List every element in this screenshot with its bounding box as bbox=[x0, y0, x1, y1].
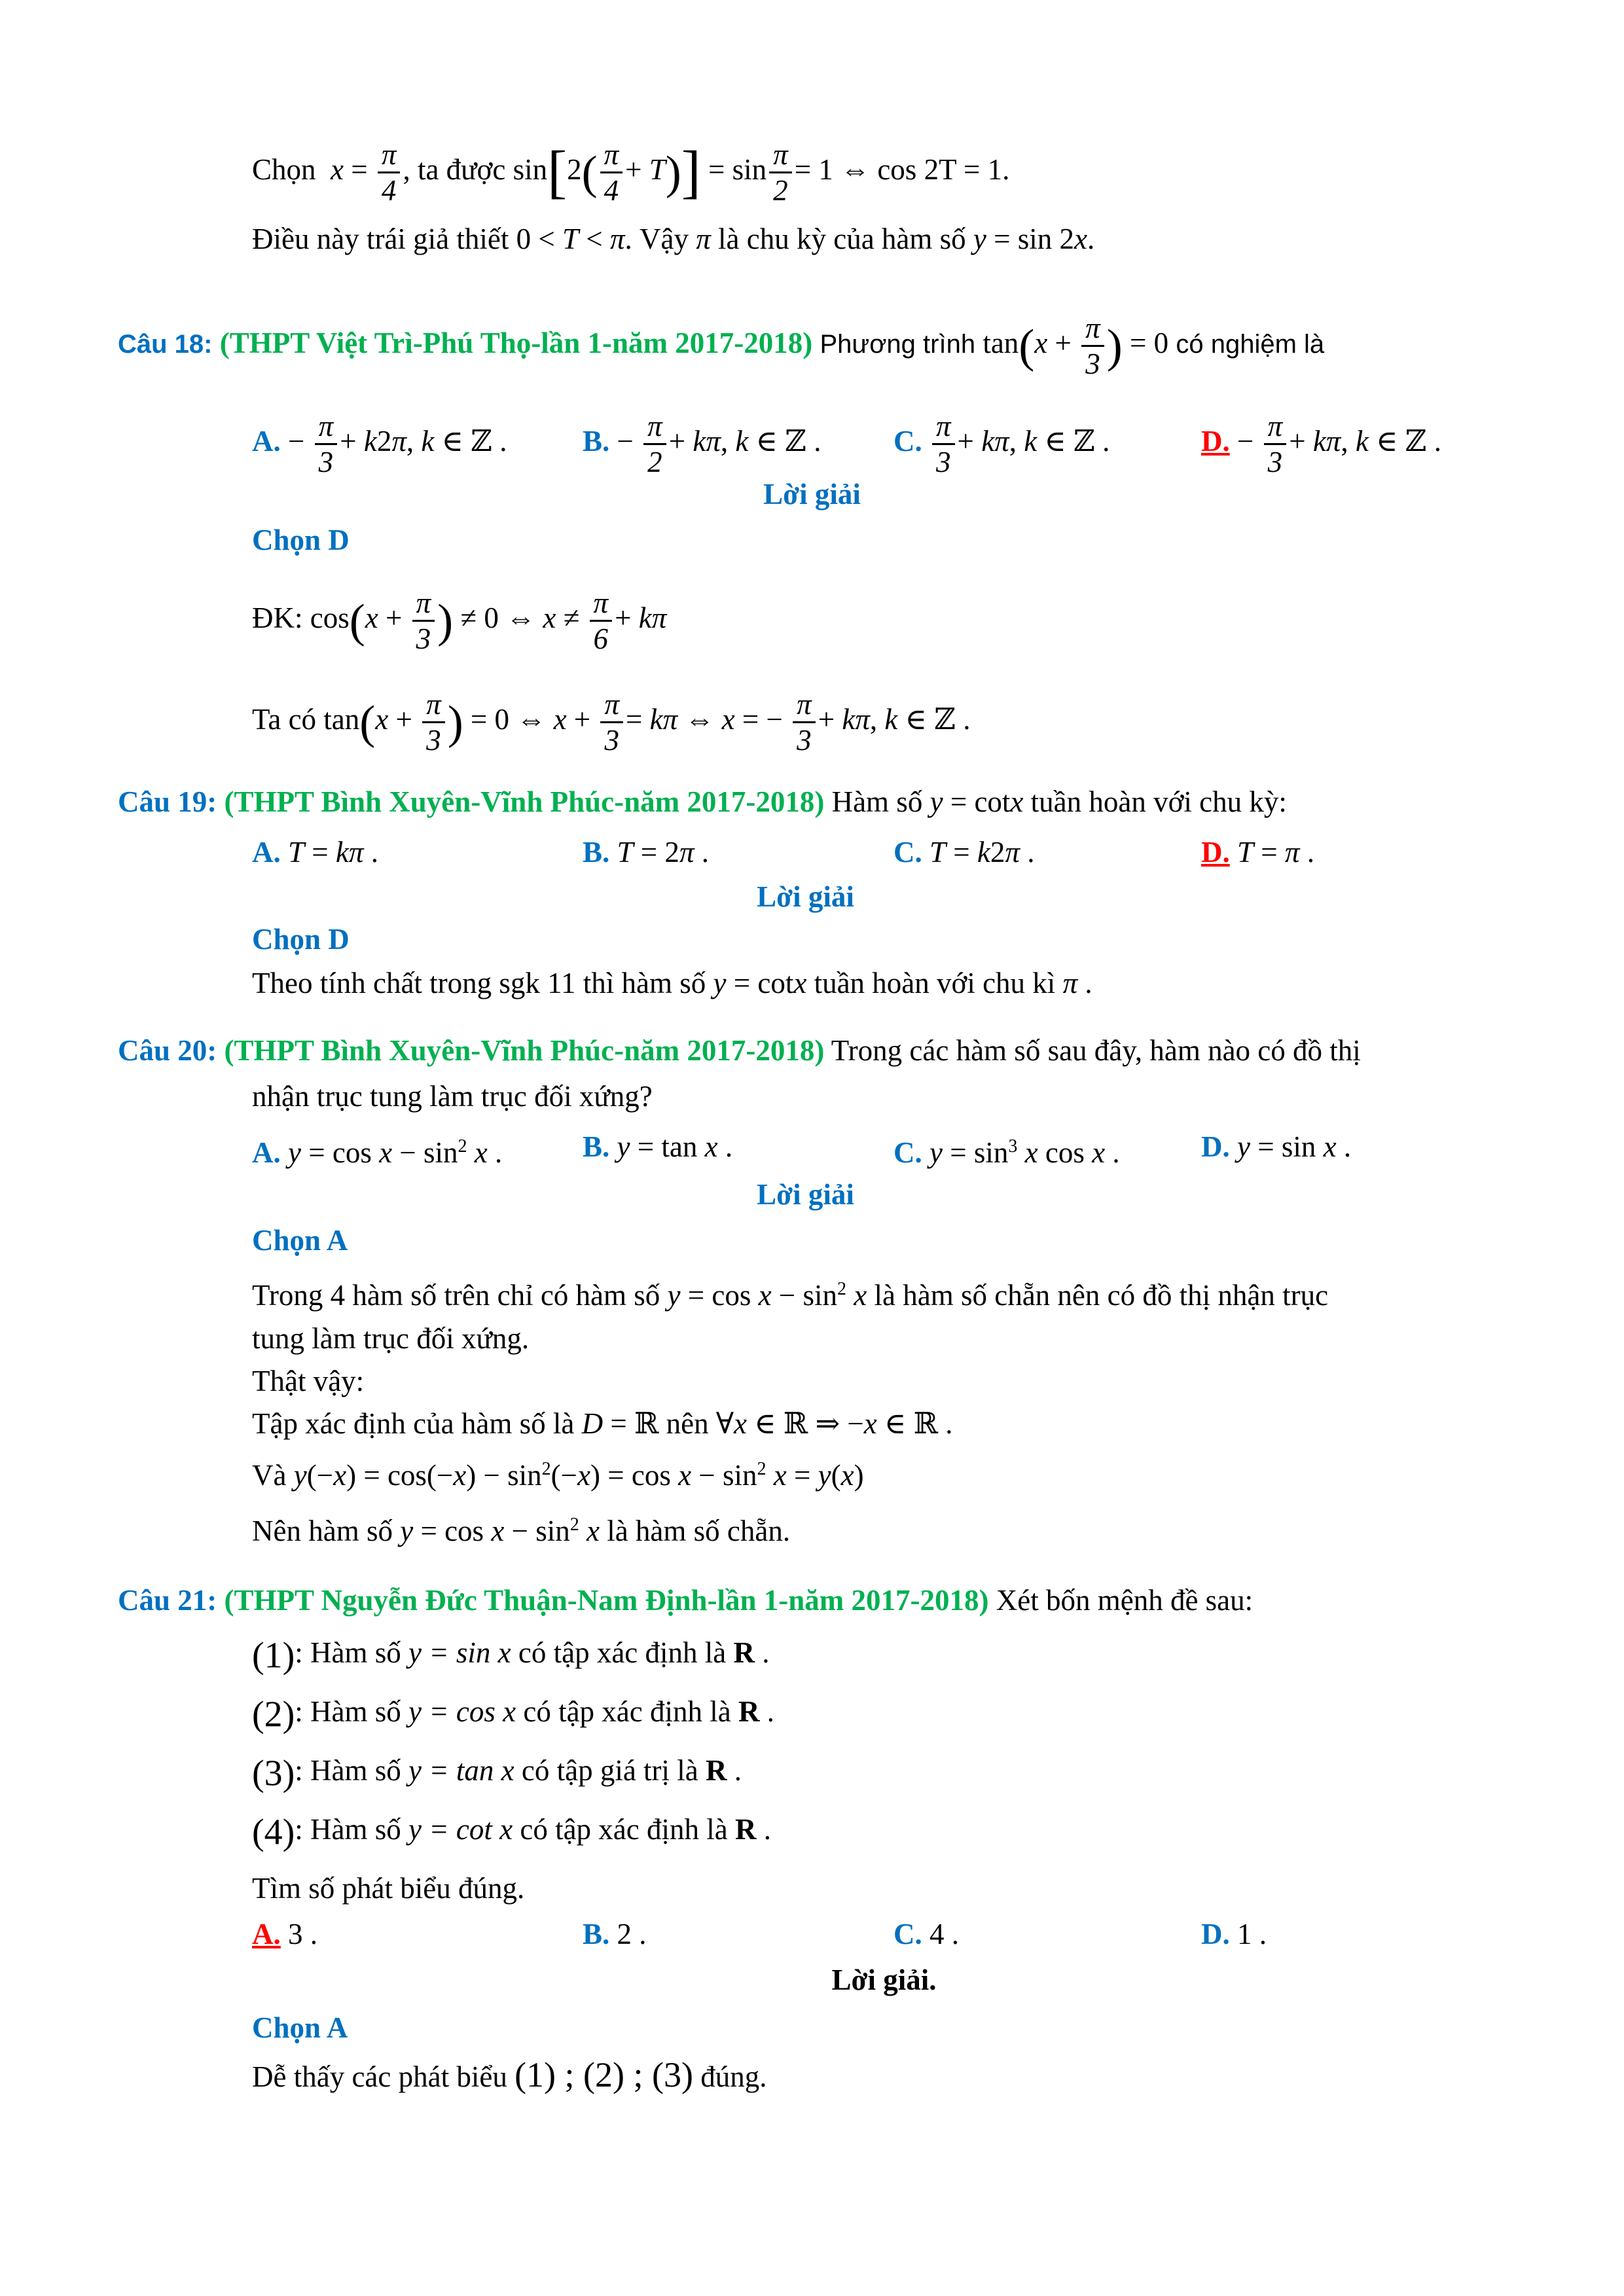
question-20-solution-heading: Lời giải bbox=[757, 1178, 854, 1211]
question-21-statement-4: (4): Hàm số y = cot x có tập xác định là R . bbox=[252, 1812, 771, 1853]
question-20-explanation-2: tung làm trục đối xứng. bbox=[252, 1322, 530, 1355]
question-19-header: Câu 19: (THPT Bình Xuyên-Vĩnh Phúc-năm 2017-2018) Hàm số y = cotx tuần hoàn với chu kỳ: bbox=[118, 785, 1287, 818]
question-21-statement-2: (2): Hàm số y = cos x có tập xác định là R . bbox=[252, 1694, 774, 1735]
question-19-choice: Chọn D bbox=[252, 923, 350, 956]
top-line-1: Chọn x = $\frac{\pi}{4}$ , ta được sin[2( $\frac{\pi}{4}$ + T)] = sin $\frac{\pi}{2}$ = 1 ⇔ cos 2T = 1. bbox=[252, 138, 1010, 207]
question-20-explanation-6: Nên hàm số $y = \cos x - \sin^2 x$ là hàm số chẵn. bbox=[252, 1515, 791, 1547]
question-18-option-d[interactable]: D. − $\frac{\pi}{3}$ + kπ, k ∈ ℤ . bbox=[1201, 410, 1442, 478]
question-21-statement-3: (3): Hàm số y = tan x có tập giá trị là R . bbox=[252, 1753, 742, 1794]
question-20-option-d[interactable]: D. y = sin x . bbox=[1201, 1130, 1352, 1163]
question-18-option-a[interactable]: A. − $\frac{\pi}{3}$ + k2π, k ∈ ℤ . bbox=[252, 410, 507, 478]
question-19-solution-heading: Lời giải bbox=[757, 880, 854, 913]
question-18-header: Câu 18: (THPT Việt Trì-Phú Thọ-lần 1-năm 2017-2018) Phương trình tan(x + $\frac{\pi}{3}$ ) = 0 có nghiệm là bbox=[118, 312, 1325, 380]
question-19-option-a[interactable]: A. T = kπ . bbox=[252, 836, 378, 869]
question-18-solution-heading: Lời giải bbox=[763, 478, 861, 511]
question-21-option-a[interactable]: A. 3 . bbox=[252, 1918, 317, 1950]
question-20-header: Câu 20: (THPT Bình Xuyên-Vĩnh Phúc-năm 2017-2018) Trong các hàm số sau đây, hàm nào có đồ thị bbox=[118, 1034, 1361, 1067]
question-20-explanation-4: Tập xác định của hàm số là D = ℝ nên ∀x ∈ ℝ ⇒ −x ∈ ℝ . bbox=[252, 1407, 953, 1440]
question-21-option-d[interactable]: D. 1 . bbox=[1201, 1918, 1267, 1950]
question-18-choice: Chọn D bbox=[252, 524, 350, 556]
question-20-choice: Chọn A bbox=[252, 1224, 348, 1257]
question-20-explanation-3: Thật vậy: bbox=[252, 1365, 365, 1397]
top-line-2: Điều này trái giả thiết 0 < T < π. Vậy π là chu kỳ của hàm số y = sin 2x. bbox=[252, 223, 1095, 255]
question-19-option-c[interactable]: C. T = k2π . bbox=[893, 836, 1035, 869]
question-18-option-c[interactable]: C. $\frac{\pi}{3}$ + kπ, k ∈ ℤ . bbox=[893, 410, 1110, 478]
question-18-option-b[interactable]: B. − $\frac{\pi}{2}$ + kπ, k ∈ ℤ . bbox=[583, 410, 821, 478]
question-18-solution: Ta có tan(x + $\frac{\pi}{3}$ ) = 0 ⇔ x + $\frac{\pi}{3}$ = kπ ⇔ x = − $\frac{\pi}{3}$ + kπ, k ∈ ℤ . bbox=[252, 688, 971, 757]
question-20-option-a[interactable]: A. $y = \cos x - \sin^2 x$ . bbox=[252, 1136, 503, 1169]
question-21-statement-1: (1): Hàm số y = sin x có tập xác định là R . bbox=[252, 1635, 770, 1676]
question-19-explanation: Theo tính chất trong sgk 11 thì hàm số y = cotx tuần hoàn với chu kì π . bbox=[252, 967, 1092, 999]
question-21-option-c[interactable]: C. 4 . bbox=[893, 1918, 959, 1950]
question-20-explanation-1: Trong 4 hàm số trên chỉ có hàm số $y = \cos x - \sin^2 x$ là hàm số chẵn nên có đồ thị nhận trục bbox=[252, 1279, 1329, 1312]
question-20-explanation-5: Và $y(-x) = \cos(-x) - \sin^2(-x) = \cos x - \sin^2 x = y(x)$ bbox=[252, 1459, 864, 1492]
question-21-choice: Chọn A bbox=[252, 2011, 348, 2044]
question-20-option-b[interactable]: B. y = tan x . bbox=[583, 1130, 733, 1163]
question-21-header: Câu 21: (THPT Nguyễn Đức Thuận-Nam Định-lần 1-năm 2017-2018) Xét bốn mệnh đề sau: bbox=[118, 1584, 1254, 1617]
question-21-solution-heading: Lời giải. bbox=[831, 1964, 937, 1996]
question-21-option-b[interactable]: B. 2 . bbox=[583, 1918, 647, 1950]
question-18-condition: ĐK: cos(x + $\frac{\pi}{3}$ ) ≠ 0 ⇔ x ≠ $\frac{\pi}{6}$ + kπ bbox=[252, 586, 667, 655]
question-21-conclusion: Dễ thấy các phát biểu (1) ; (2) ; (3) đúng. bbox=[252, 2055, 767, 2094]
question-21-prompt: Tìm số phát biểu đúng. bbox=[252, 1872, 525, 1905]
question-20-header-line-2: nhận trục tung làm trục đối xứng? bbox=[252, 1080, 653, 1113]
question-20-option-c[interactable]: C. $y = \sin^3 x$ cos x . bbox=[893, 1136, 1120, 1169]
question-19-option-d[interactable]: D. T = π . bbox=[1201, 836, 1314, 869]
question-19-option-b[interactable]: B. T = 2π . bbox=[583, 836, 709, 869]
